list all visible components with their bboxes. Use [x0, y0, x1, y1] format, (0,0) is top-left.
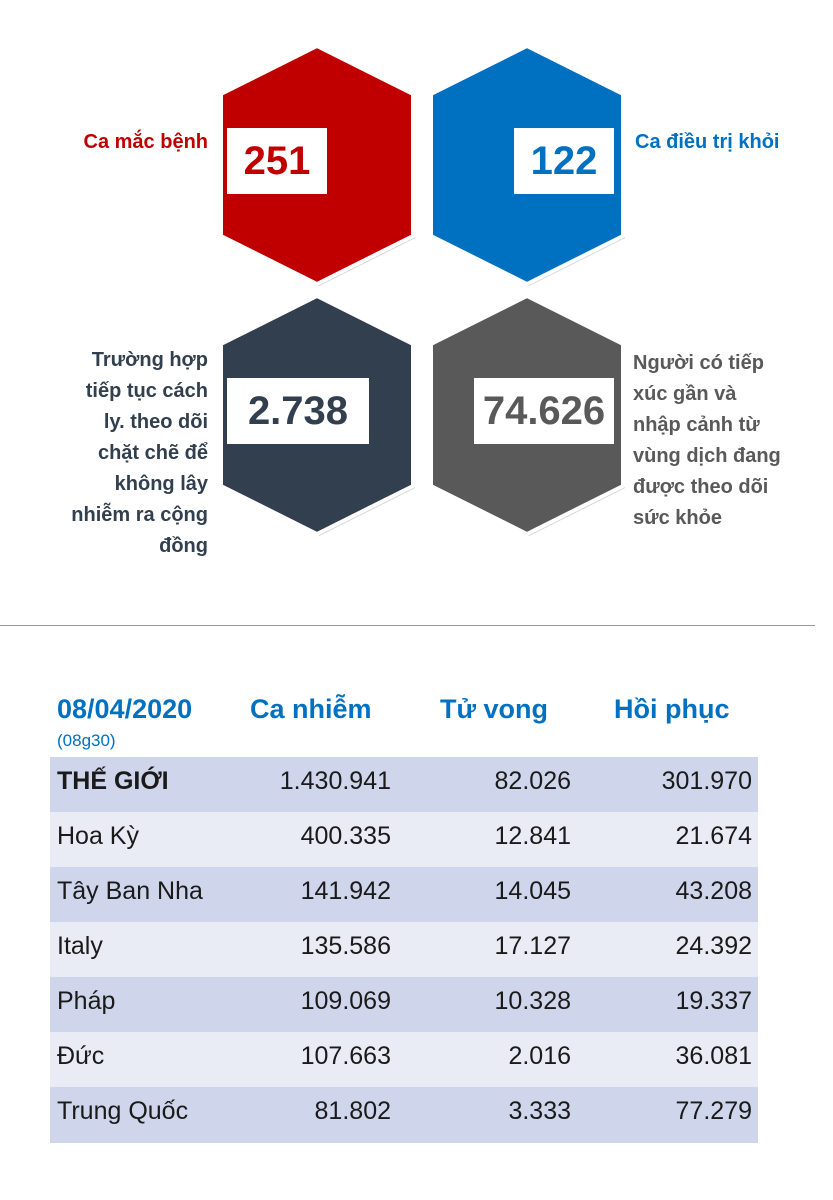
- isolation-value: 2.738: [227, 378, 369, 444]
- row-recovered: 24.392: [675, 932, 752, 960]
- recovered-value: 122: [514, 128, 614, 194]
- isolation-label-line: không lây: [114, 473, 208, 495]
- row-recovered: 301.970: [661, 767, 752, 795]
- isolation-label-line: nhiễm ra cộng: [71, 504, 208, 526]
- monitored-label-line: xúc gần và: [633, 383, 737, 405]
- table-row: [50, 1087, 758, 1143]
- isolation-label-line: tiếp tục cách: [85, 380, 208, 402]
- isolation-label-line: đồng: [159, 535, 208, 557]
- row-cases: 109.069: [300, 987, 391, 1015]
- isolation-label-line: ly. theo dõi: [103, 411, 208, 433]
- row-cases: 1.430.941: [279, 767, 391, 795]
- recovered-hexagon: [422, 40, 632, 290]
- monitored-label: [633, 348, 781, 534]
- row-deaths: 14.045: [494, 877, 571, 905]
- column-header-recovered: Hồi phục: [614, 694, 730, 724]
- table-row: [50, 977, 758, 1032]
- row-name: Trung Quốc: [57, 1097, 189, 1125]
- table-date: 08/04/2020: [57, 694, 193, 724]
- row-deaths: 3.333: [508, 1097, 571, 1125]
- table-row: [50, 1032, 758, 1087]
- recovered-label: Ca điều trị khỏi: [635, 131, 780, 153]
- row-deaths: 10.328: [494, 987, 571, 1015]
- infected-value: 251: [227, 128, 327, 194]
- monitored-label-line: được theo dõi: [633, 476, 769, 498]
- section-divider: [0, 625, 815, 626]
- row-cases: 107.663: [300, 1042, 391, 1070]
- row-deaths: 12.841: [494, 822, 571, 850]
- row-cases: 81.802: [314, 1097, 391, 1125]
- row-name: Hoa Kỳ: [57, 822, 139, 850]
- monitored-label-line: nhập cảnh từ: [633, 414, 760, 436]
- row-name: Italy: [57, 932, 103, 960]
- isolation-label-line: Trường hợp: [91, 349, 208, 371]
- row-name: Tây Ban Nha: [57, 877, 203, 905]
- row-cases: 135.586: [300, 932, 391, 960]
- isolation-hexagon: [212, 290, 422, 540]
- monitored-label-line: vùng dịch đang: [633, 445, 781, 467]
- isolation-label: [71, 345, 208, 562]
- monitored-label-line: Người có tiếp: [633, 352, 764, 374]
- column-header-deaths: Tử vong: [440, 694, 549, 724]
- isolation-label-line: chặt chẽ để: [97, 442, 208, 464]
- column-header-cases: Ca nhiễm: [250, 694, 372, 724]
- row-recovered: 43.208: [675, 877, 752, 905]
- row-recovered: 77.279: [675, 1097, 752, 1125]
- table-row: [50, 812, 758, 867]
- row-recovered: 19.337: [675, 987, 752, 1015]
- monitored-hexagon: [422, 290, 632, 540]
- row-recovered: 21.674: [675, 822, 752, 850]
- row-deaths: 17.127: [494, 932, 571, 960]
- table-time: (08g30): [57, 731, 116, 750]
- row-cases: 141.942: [300, 877, 391, 905]
- monitored-value: 74.626: [474, 378, 614, 444]
- table-row: [50, 867, 758, 922]
- infected-label: Ca mắc bệnh: [83, 131, 208, 153]
- row-name: Pháp: [57, 987, 116, 1015]
- row-name: Đức: [57, 1042, 105, 1070]
- row-name: THẾ GIỚI: [57, 767, 169, 795]
- row-deaths: 2.016: [508, 1042, 571, 1070]
- table-row-world: [50, 757, 758, 812]
- row-deaths: 82.026: [494, 767, 571, 795]
- row-cases: 400.335: [300, 822, 391, 850]
- table-row: [50, 922, 758, 977]
- infected-hexagon: [212, 40, 422, 290]
- row-recovered: 36.081: [675, 1042, 752, 1070]
- monitored-label-line: sức khỏe: [633, 507, 722, 529]
